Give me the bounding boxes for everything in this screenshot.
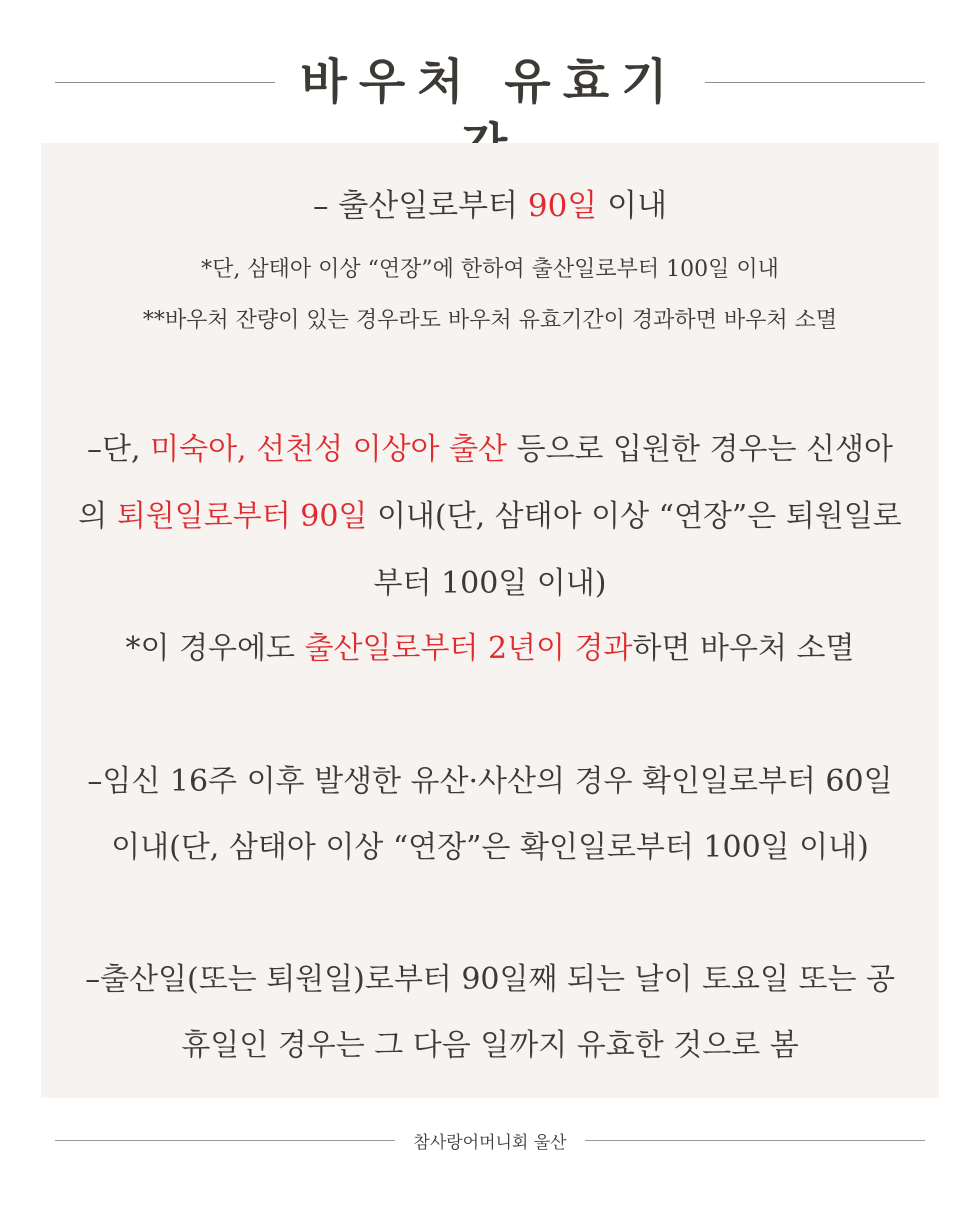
footer-right-rule (585, 1140, 925, 1141)
premature-line-3: 부터 100일 이내) (373, 566, 607, 601)
footer-label: 참사랑어머니회 울산 (413, 1133, 567, 1153)
highlight-text: 미숙아, 선천성 이상아 출산 (150, 432, 508, 467)
title-left-rule (55, 82, 275, 83)
premature-note (41, 623, 939, 667)
text-segment: – 출산일로부터 (312, 188, 528, 224)
miscarriage-line-1: –임신 16주 이후 발생한 유산·사산의 경우 확인일로부터 60일 (87, 764, 893, 799)
highlight-text: 출산일로부터 2년이 경과 (304, 631, 633, 666)
text-segment: *이 경우에도 (125, 631, 305, 666)
validity-main-line (41, 180, 939, 225)
miscarriage-line-2: 이내(단, 삼태아 이상 “연장”은 확인일로부터 100일 이내) (111, 830, 869, 865)
highlight-text: 퇴원일로부터 90일 (116, 499, 368, 534)
note-triplets: *단, 삼태아 이상 “연장”에 한하여 출산일로부터 100일 이내 (201, 257, 779, 282)
premature-line-1 (41, 424, 939, 468)
footer-left-rule (55, 1140, 395, 1141)
text-segment: 하면 바우처 소멸 (632, 631, 855, 666)
page-title: 바우처 유효기 (300, 54, 680, 110)
text-segment: 등으로 입원한 경우는 신생아 (507, 432, 893, 467)
holiday-line-1: –출산일(또는 퇴원일)로부터 90일째 되는 날이 토요일 또는 공 (85, 962, 895, 997)
highlight-text: 90일 (527, 188, 598, 224)
holiday-line-2: 휴일인 경우는 그 다음 일까지 유효한 것으로 봄 (181, 1028, 799, 1063)
text-segment: 의 (78, 499, 117, 534)
premature-line-2 (41, 491, 939, 535)
note-remaining-balance: **바우처 잔량이 있는 경우라도 바우처 유효기간이 경과하면 바우처 소멸 (142, 308, 838, 333)
text-segment: 이내(단, 삼태아 이상 “연장”은 퇴원일로 (367, 499, 902, 534)
text-segment: –단, (87, 432, 151, 467)
text-segment: 이내 (597, 188, 668, 224)
title-right-rule (705, 82, 925, 83)
